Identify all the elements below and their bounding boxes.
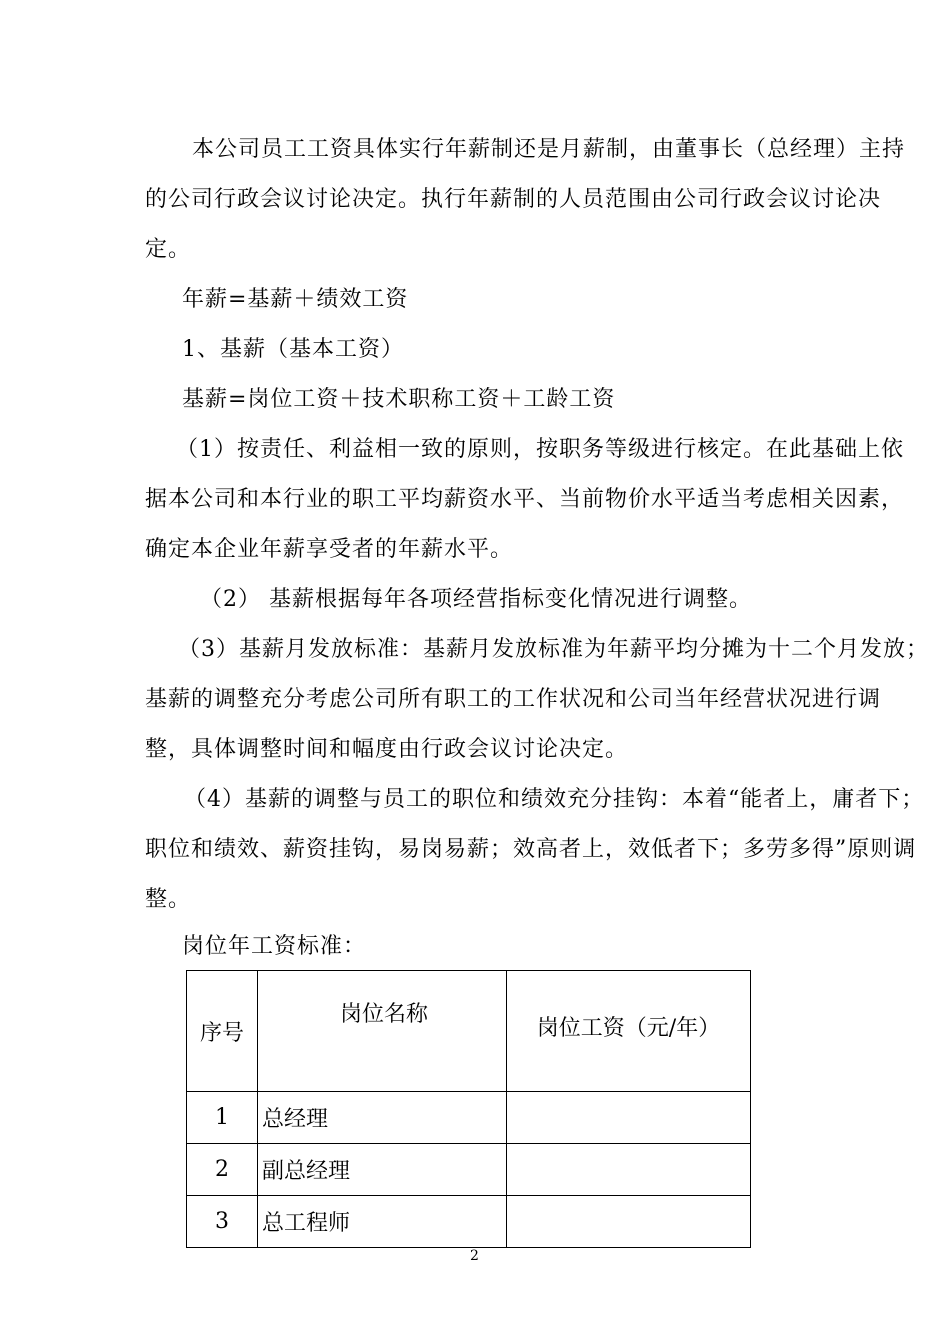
paragraph-line: （3）基薪月发放标准：基薪月发放标准为年薪平均分摊为十二个月发放； bbox=[178, 637, 929, 662]
table-header-row bbox=[187, 971, 751, 1092]
header-position-wage: 岗位工资（元/年） bbox=[507, 971, 751, 1092]
paragraph-line: 整，具体调整时间和幅度由行政会议讨论决定。 bbox=[145, 737, 629, 762]
paragraph-line: 职位和绩效、薪资挂钩，易岗易薪；效高者上，效低者下；多劳多得”原则调 bbox=[145, 837, 917, 862]
row-position-name: 副总经理 bbox=[258, 1144, 507, 1196]
row-index: 2 bbox=[187, 1144, 258, 1196]
formula-line: 年薪=基薪＋绩效工资 bbox=[182, 287, 409, 312]
section-heading: 1、基薪（基本工资） bbox=[182, 337, 404, 362]
paragraph-line: 的公司行政会议讨论决定。执行年薪制的人员范围由公司行政会议讨论决 bbox=[145, 187, 882, 212]
row-position-name: 总工程师 bbox=[258, 1196, 507, 1248]
table-row bbox=[187, 1144, 751, 1196]
table-row bbox=[187, 1196, 751, 1248]
row-position-name: 总经理 bbox=[258, 1092, 507, 1144]
row-index: 3 bbox=[187, 1196, 258, 1248]
paragraph-line: （1）按责任、利益相一致的原则，按职务等级进行核定。在此基础上依 bbox=[176, 437, 904, 462]
row-index: 1 bbox=[187, 1092, 258, 1144]
table-row bbox=[187, 1092, 751, 1144]
row-position-wage bbox=[507, 1196, 751, 1248]
paragraph-line: （2） 基薪根据每年各项经营指标变化情况进行调整。 bbox=[200, 587, 752, 612]
page-number: 2 bbox=[470, 1248, 479, 1264]
row-position-wage bbox=[507, 1092, 751, 1144]
row-position-wage bbox=[507, 1144, 751, 1196]
paragraph-line: 据本公司和本行业的职工平均薪资水平、当前物价水平适当考虑相关因素， bbox=[145, 487, 905, 512]
paragraph-line: 基薪的调整充分考虑公司所有职工的工作状况和公司当年经营状况进行调 bbox=[145, 687, 882, 712]
table-caption: 岗位年工资标准： bbox=[182, 934, 367, 959]
paragraph-line: 本公司员工工资具体实行年薪制还是月薪制，由董事长（总经理）主持 bbox=[192, 137, 906, 162]
paragraph-line: 定。 bbox=[145, 237, 192, 262]
header-index: 序号 bbox=[187, 971, 258, 1092]
paragraph-line: 确定本企业年薪享受者的年薪水平。 bbox=[145, 537, 514, 562]
formula-line: 基薪=岗位工资＋技术职称工资＋工龄工资 bbox=[182, 387, 616, 412]
header-position-name: 岗位名称 bbox=[258, 971, 507, 1092]
paragraph-line: 整。 bbox=[145, 887, 192, 912]
wage-standard-table bbox=[186, 970, 751, 1248]
paragraph-line: （4）基薪的调整与员工的职位和绩效充分挂钩：本着“能者上，庸者下； bbox=[184, 787, 925, 812]
